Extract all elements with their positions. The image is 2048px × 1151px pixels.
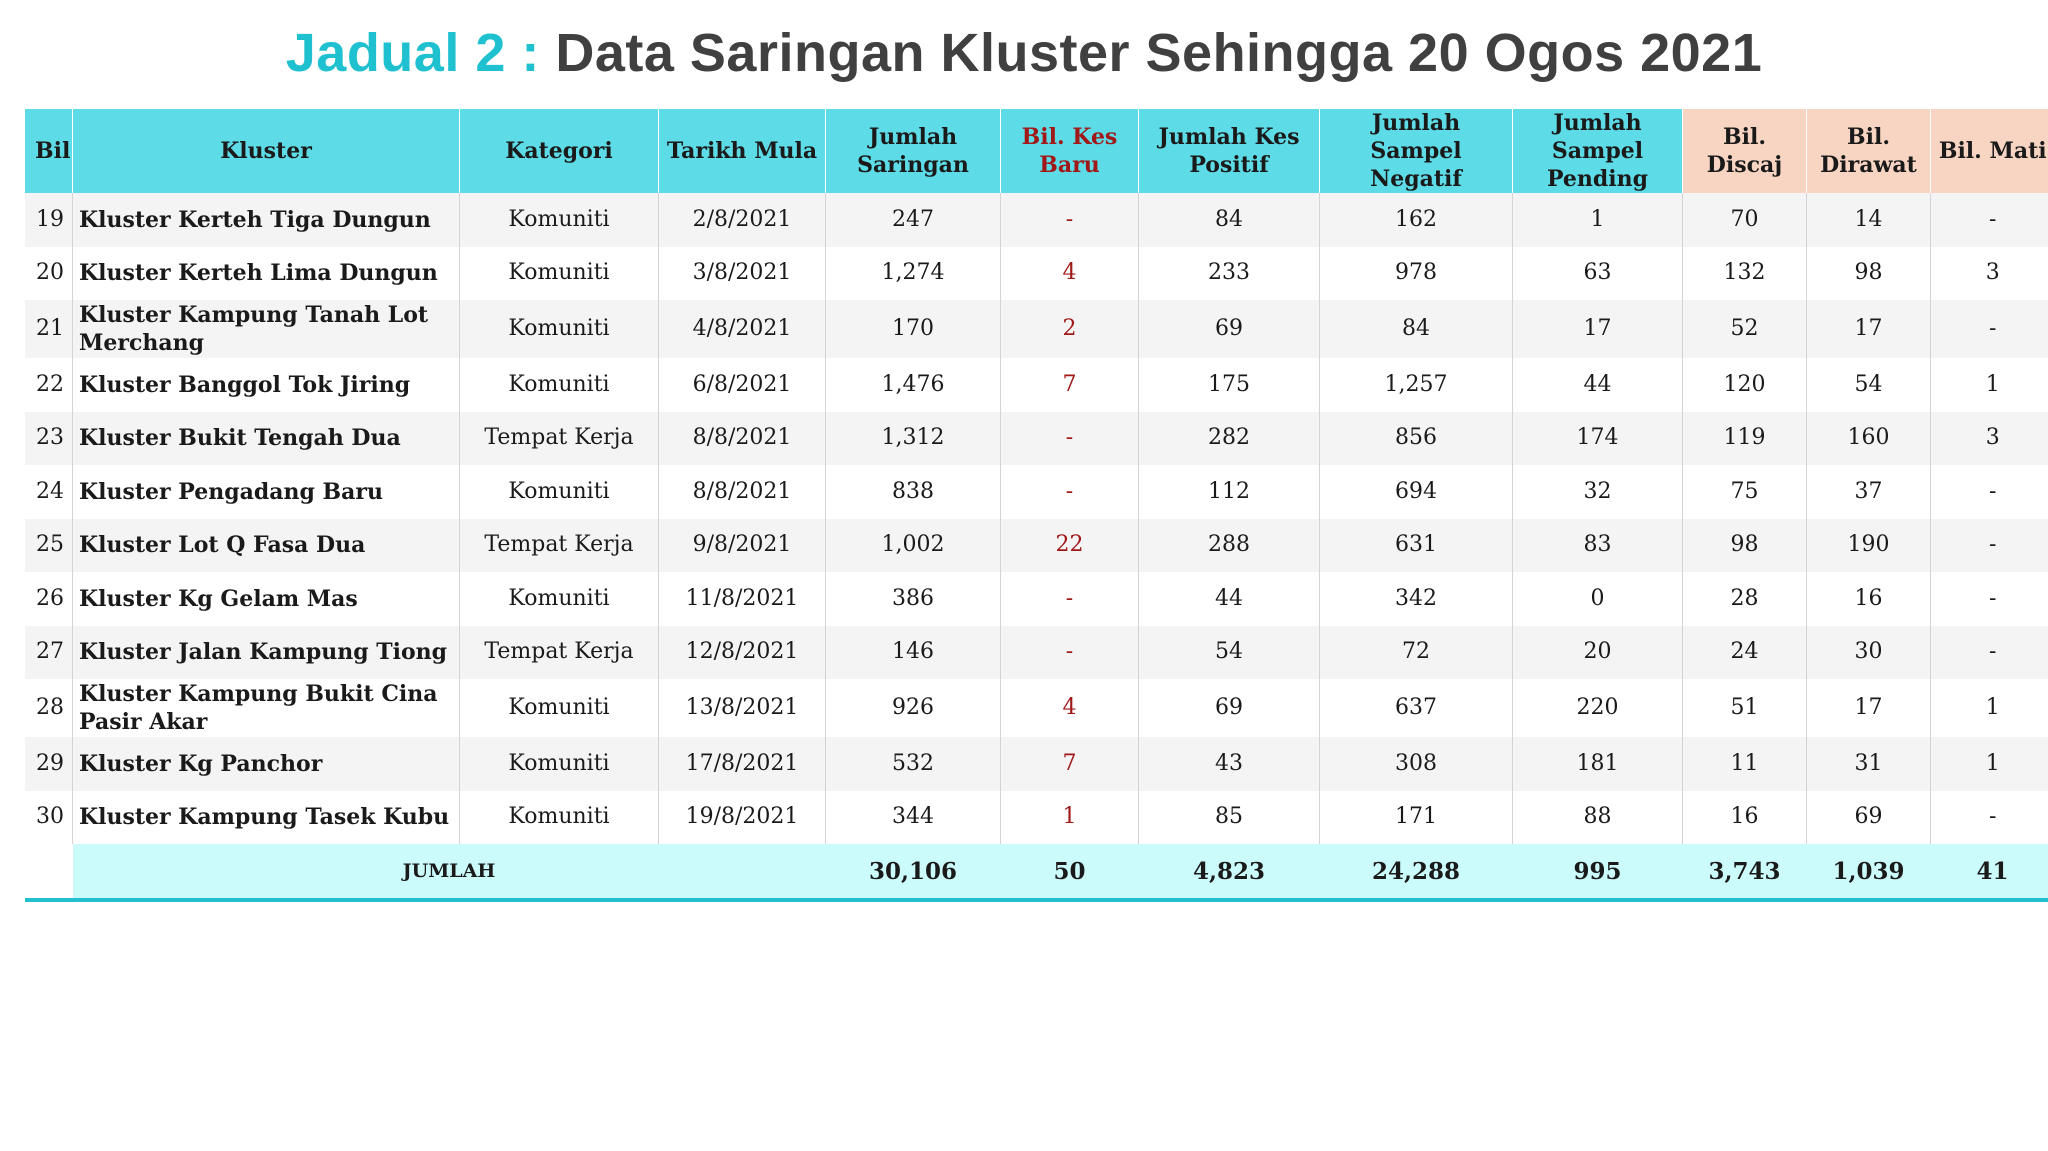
- cell-jumlah-saringan: 1,002: [826, 519, 1001, 573]
- cell-jumlah-kes-positif: 288: [1139, 519, 1320, 573]
- table-row: [25, 519, 2048, 573]
- cell-kluster: Kluster Kampung Tanah Lot Merchang: [73, 300, 460, 358]
- cell-sampel-negatif: 342: [1320, 572, 1513, 626]
- cell-bil-mati: 3: [1931, 412, 2048, 466]
- cell-jumlah-kes-positif: 44: [1139, 572, 1320, 626]
- cell-kluster: Kluster Kg Panchor: [73, 737, 460, 791]
- cell-sampel-negatif: 308: [1320, 737, 1513, 791]
- cell-tarikh-mula: 13/8/2021: [659, 679, 826, 737]
- table-row: [25, 679, 2048, 737]
- cell-kluster: Kluster Kg Gelam Mas: [73, 572, 460, 626]
- cell-bil: 27: [25, 626, 73, 680]
- cell-bil: 22: [25, 358, 73, 412]
- cell-bil: 21: [25, 300, 73, 358]
- total-jumlah-kes-positif: 4,823: [1139, 844, 1320, 900]
- cell-bil: 23: [25, 412, 73, 466]
- header-bil-dirawat: Bil. Dirawat: [1807, 109, 1931, 193]
- total-sampel-pending: 995: [1513, 844, 1683, 900]
- cell-sampel-pending: 88: [1513, 791, 1683, 845]
- header-jumlah-sampel-negatif: Jumlah Sampel Negatif: [1320, 109, 1513, 193]
- title-prefix: Jadual 2 :: [285, 23, 540, 83]
- table-row: [25, 412, 2048, 466]
- cell-bil-dirawat: 16: [1807, 572, 1931, 626]
- cell-bil-kes-baru: 7: [1001, 737, 1139, 791]
- table-row: [25, 737, 2048, 791]
- cell-sampel-negatif: 171: [1320, 791, 1513, 845]
- cell-jumlah-saringan: 838: [826, 465, 1001, 519]
- cell-tarikh-mula: 2/8/2021: [659, 193, 826, 247]
- cell-jumlah-kes-positif: 84: [1139, 193, 1320, 247]
- cell-sampel-pending: 1: [1513, 193, 1683, 247]
- cell-bil-dirawat: 37: [1807, 465, 1931, 519]
- cell-bil-discaj: 132: [1683, 247, 1807, 301]
- table-row: [25, 358, 2048, 412]
- cell-bil-dirawat: 54: [1807, 358, 1931, 412]
- cell-bil-mati: -: [1931, 791, 2048, 845]
- table-header: [25, 109, 2048, 193]
- cell-jumlah-kes-positif: 69: [1139, 679, 1320, 737]
- cell-jumlah-saringan: 344: [826, 791, 1001, 845]
- cell-bil-discaj: 11: [1683, 737, 1807, 791]
- cell-bil-dirawat: 69: [1807, 791, 1931, 845]
- cell-sampel-pending: 32: [1513, 465, 1683, 519]
- cell-kategori: Komuniti: [460, 679, 659, 737]
- cell-bil-mati: 3: [1931, 247, 2048, 301]
- total-blank-cell: [25, 844, 73, 900]
- cell-bil-kes-baru: 22: [1001, 519, 1139, 573]
- cell-bil: 28: [25, 679, 73, 737]
- cell-bil-mati: 1: [1931, 737, 2048, 791]
- cell-kluster: Kluster Kerteh Lima Dungun: [73, 247, 460, 301]
- cell-jumlah-saringan: 170: [826, 300, 1001, 358]
- cell-kategori: Komuniti: [460, 193, 659, 247]
- cell-bil-discaj: 119: [1683, 412, 1807, 466]
- cell-tarikh-mula: 8/8/2021: [659, 412, 826, 466]
- cell-bil-kes-baru: -: [1001, 412, 1139, 466]
- header-bil-discaj: Bil. Discaj: [1683, 109, 1807, 193]
- cell-kluster: Kluster Kampung Bukit Cina Pasir Akar: [73, 679, 460, 737]
- cell-bil-discaj: 75: [1683, 465, 1807, 519]
- cell-sampel-pending: 63: [1513, 247, 1683, 301]
- cell-bil-kes-baru: -: [1001, 626, 1139, 680]
- cell-bil-mati: 1: [1931, 679, 2048, 737]
- cell-jumlah-saringan: 386: [826, 572, 1001, 626]
- cell-bil-mati: -: [1931, 572, 2048, 626]
- cell-bil-discaj: 28: [1683, 572, 1807, 626]
- cell-sampel-negatif: 631: [1320, 519, 1513, 573]
- total-row: [25, 844, 2048, 900]
- cell-kategori: Tempat Kerja: [460, 519, 659, 573]
- cell-bil-discaj: 70: [1683, 193, 1807, 247]
- table-row: [25, 626, 2048, 680]
- cell-jumlah-saringan: 1,476: [826, 358, 1001, 412]
- cell-kategori: Komuniti: [460, 247, 659, 301]
- cell-bil: 30: [25, 791, 73, 845]
- cell-kategori: Komuniti: [460, 358, 659, 412]
- total-bil-mati: 41: [1931, 844, 2048, 900]
- cell-bil-mati: -: [1931, 626, 2048, 680]
- cell-jumlah-kes-positif: 282: [1139, 412, 1320, 466]
- total-sampel-negatif: 24,288: [1320, 844, 1513, 900]
- table-row: [25, 791, 2048, 845]
- cell-bil-dirawat: 31: [1807, 737, 1931, 791]
- header-bil-mati: Bil. Mati: [1931, 109, 2048, 193]
- cell-jumlah-saringan: 532: [826, 737, 1001, 791]
- cell-sampel-negatif: 84: [1320, 300, 1513, 358]
- cell-bil: 19: [25, 193, 73, 247]
- cell-jumlah-kes-positif: 43: [1139, 737, 1320, 791]
- header-bil-kes-baru: Bil. Kes Baru: [1001, 109, 1139, 193]
- cell-bil-mati: -: [1931, 465, 2048, 519]
- cell-bil-kes-baru: 2: [1001, 300, 1139, 358]
- cell-bil-dirawat: 190: [1807, 519, 1931, 573]
- cell-bil-kes-baru: -: [1001, 193, 1139, 247]
- cell-sampel-pending: 174: [1513, 412, 1683, 466]
- cell-bil: 25: [25, 519, 73, 573]
- header-jumlah-kes-positif: Jumlah Kes Positif: [1139, 109, 1320, 193]
- table-row: [25, 572, 2048, 626]
- cell-bil-discaj: 52: [1683, 300, 1807, 358]
- cell-jumlah-saringan: 146: [826, 626, 1001, 680]
- cell-jumlah-saringan: 1,312: [826, 412, 1001, 466]
- table-body: [25, 193, 2048, 844]
- cell-bil-mati: -: [1931, 519, 2048, 573]
- cell-bil-dirawat: 160: [1807, 412, 1931, 466]
- cell-kluster: Kluster Lot Q Fasa Dua: [73, 519, 460, 573]
- page-title: [0, 22, 2048, 84]
- cell-tarikh-mula: 3/8/2021: [659, 247, 826, 301]
- header-jumlah-saringan: Jumlah Saringan: [826, 109, 1001, 193]
- cell-kategori: Komuniti: [460, 572, 659, 626]
- cell-sampel-negatif: 72: [1320, 626, 1513, 680]
- cell-sampel-pending: 20: [1513, 626, 1683, 680]
- cell-kategori: Komuniti: [460, 300, 659, 358]
- title-main: Data Saringan Kluster Sehingga 20 Ogos 2021: [555, 23, 1763, 83]
- cell-bil-discaj: 98: [1683, 519, 1807, 573]
- table-row: [25, 193, 2048, 247]
- cell-tarikh-mula: 19/8/2021: [659, 791, 826, 845]
- table-row: [25, 465, 2048, 519]
- cell-bil: 29: [25, 737, 73, 791]
- cell-bil-discaj: 51: [1683, 679, 1807, 737]
- table-row: [25, 247, 2048, 301]
- cell-jumlah-kes-positif: 69: [1139, 300, 1320, 358]
- cell-tarikh-mula: 11/8/2021: [659, 572, 826, 626]
- header-jumlah-sampel-pending: Jumlah Sampel Pending: [1513, 109, 1683, 193]
- cell-tarikh-mula: 8/8/2021: [659, 465, 826, 519]
- total-bil-discaj: 3,743: [1683, 844, 1807, 900]
- cell-kluster: Kluster Bukit Tengah Dua: [73, 412, 460, 466]
- cell-jumlah-kes-positif: 54: [1139, 626, 1320, 680]
- cell-jumlah-kes-positif: 112: [1139, 465, 1320, 519]
- cell-bil-mati: -: [1931, 300, 2048, 358]
- cell-sampel-negatif: 162: [1320, 193, 1513, 247]
- cell-bil-dirawat: 14: [1807, 193, 1931, 247]
- cell-tarikh-mula: 9/8/2021: [659, 519, 826, 573]
- cell-sampel-pending: 83: [1513, 519, 1683, 573]
- cell-bil-dirawat: 98: [1807, 247, 1931, 301]
- cell-bil-discaj: 16: [1683, 791, 1807, 845]
- cell-bil-kes-baru: -: [1001, 572, 1139, 626]
- cell-kategori: Tempat Kerja: [460, 412, 659, 466]
- cell-bil-mati: 1: [1931, 358, 2048, 412]
- cell-bil: 26: [25, 572, 73, 626]
- header-kluster: Kluster: [73, 109, 460, 193]
- cell-tarikh-mula: 12/8/2021: [659, 626, 826, 680]
- cell-bil: 24: [25, 465, 73, 519]
- cell-kategori: Tempat Kerja: [460, 626, 659, 680]
- cell-tarikh-mula: 4/8/2021: [659, 300, 826, 358]
- cell-bil-dirawat: 17: [1807, 300, 1931, 358]
- header-bil: Bil: [25, 109, 73, 193]
- cell-bil-mati: -: [1931, 193, 2048, 247]
- cell-jumlah-kes-positif: 85: [1139, 791, 1320, 845]
- cell-sampel-pending: 220: [1513, 679, 1683, 737]
- total-bil-kes-baru: 50: [1001, 844, 1139, 900]
- cell-sampel-negatif: 694: [1320, 465, 1513, 519]
- table-row: [25, 300, 2048, 358]
- cell-tarikh-mula: 17/8/2021: [659, 737, 826, 791]
- cell-bil-discaj: 24: [1683, 626, 1807, 680]
- cell-jumlah-saringan: 247: [826, 193, 1001, 247]
- cell-bil-kes-baru: -: [1001, 465, 1139, 519]
- cell-jumlah-kes-positif: 175: [1139, 358, 1320, 412]
- cell-bil-dirawat: 30: [1807, 626, 1931, 680]
- cell-kategori: Komuniti: [460, 791, 659, 845]
- cell-bil-kes-baru: 4: [1001, 247, 1139, 301]
- cell-sampel-pending: 17: [1513, 300, 1683, 358]
- cell-bil-kes-baru: 1: [1001, 791, 1139, 845]
- total-jumlah-saringan: 30,106: [826, 844, 1001, 900]
- cell-sampel-negatif: 637: [1320, 679, 1513, 737]
- cell-kluster: Kluster Kerteh Tiga Dungun: [73, 193, 460, 247]
- header-kategori: Kategori: [460, 109, 659, 193]
- cell-sampel-pending: 44: [1513, 358, 1683, 412]
- header-tarikh-mula: Tarikh Mula: [659, 109, 826, 193]
- total-label: JUMLAH: [73, 844, 826, 900]
- cell-tarikh-mula: 6/8/2021: [659, 358, 826, 412]
- cell-bil-kes-baru: 4: [1001, 679, 1139, 737]
- cell-kategori: Komuniti: [460, 465, 659, 519]
- cell-jumlah-kes-positif: 233: [1139, 247, 1320, 301]
- total-bil-dirawat: 1,039: [1807, 844, 1931, 900]
- cell-sampel-pending: 0: [1513, 572, 1683, 626]
- cell-sampel-negatif: 856: [1320, 412, 1513, 466]
- cell-kluster: Kluster Banggol Tok Jiring: [73, 358, 460, 412]
- cell-kluster: Kluster Kampung Tasek Kubu: [73, 791, 460, 845]
- cell-bil: 20: [25, 247, 73, 301]
- cell-kategori: Komuniti: [460, 737, 659, 791]
- cell-kluster: Kluster Pengadang Baru: [73, 465, 460, 519]
- cell-jumlah-saringan: 1,274: [826, 247, 1001, 301]
- cell-bil-discaj: 120: [1683, 358, 1807, 412]
- cell-bil-kes-baru: 7: [1001, 358, 1139, 412]
- cell-bil-dirawat: 17: [1807, 679, 1931, 737]
- cell-sampel-negatif: 1,257: [1320, 358, 1513, 412]
- cell-sampel-negatif: 978: [1320, 247, 1513, 301]
- cluster-table: [24, 109, 2048, 902]
- cell-kluster: Kluster Jalan Kampung Tiong: [73, 626, 460, 680]
- cell-sampel-pending: 181: [1513, 737, 1683, 791]
- cell-jumlah-saringan: 926: [826, 679, 1001, 737]
